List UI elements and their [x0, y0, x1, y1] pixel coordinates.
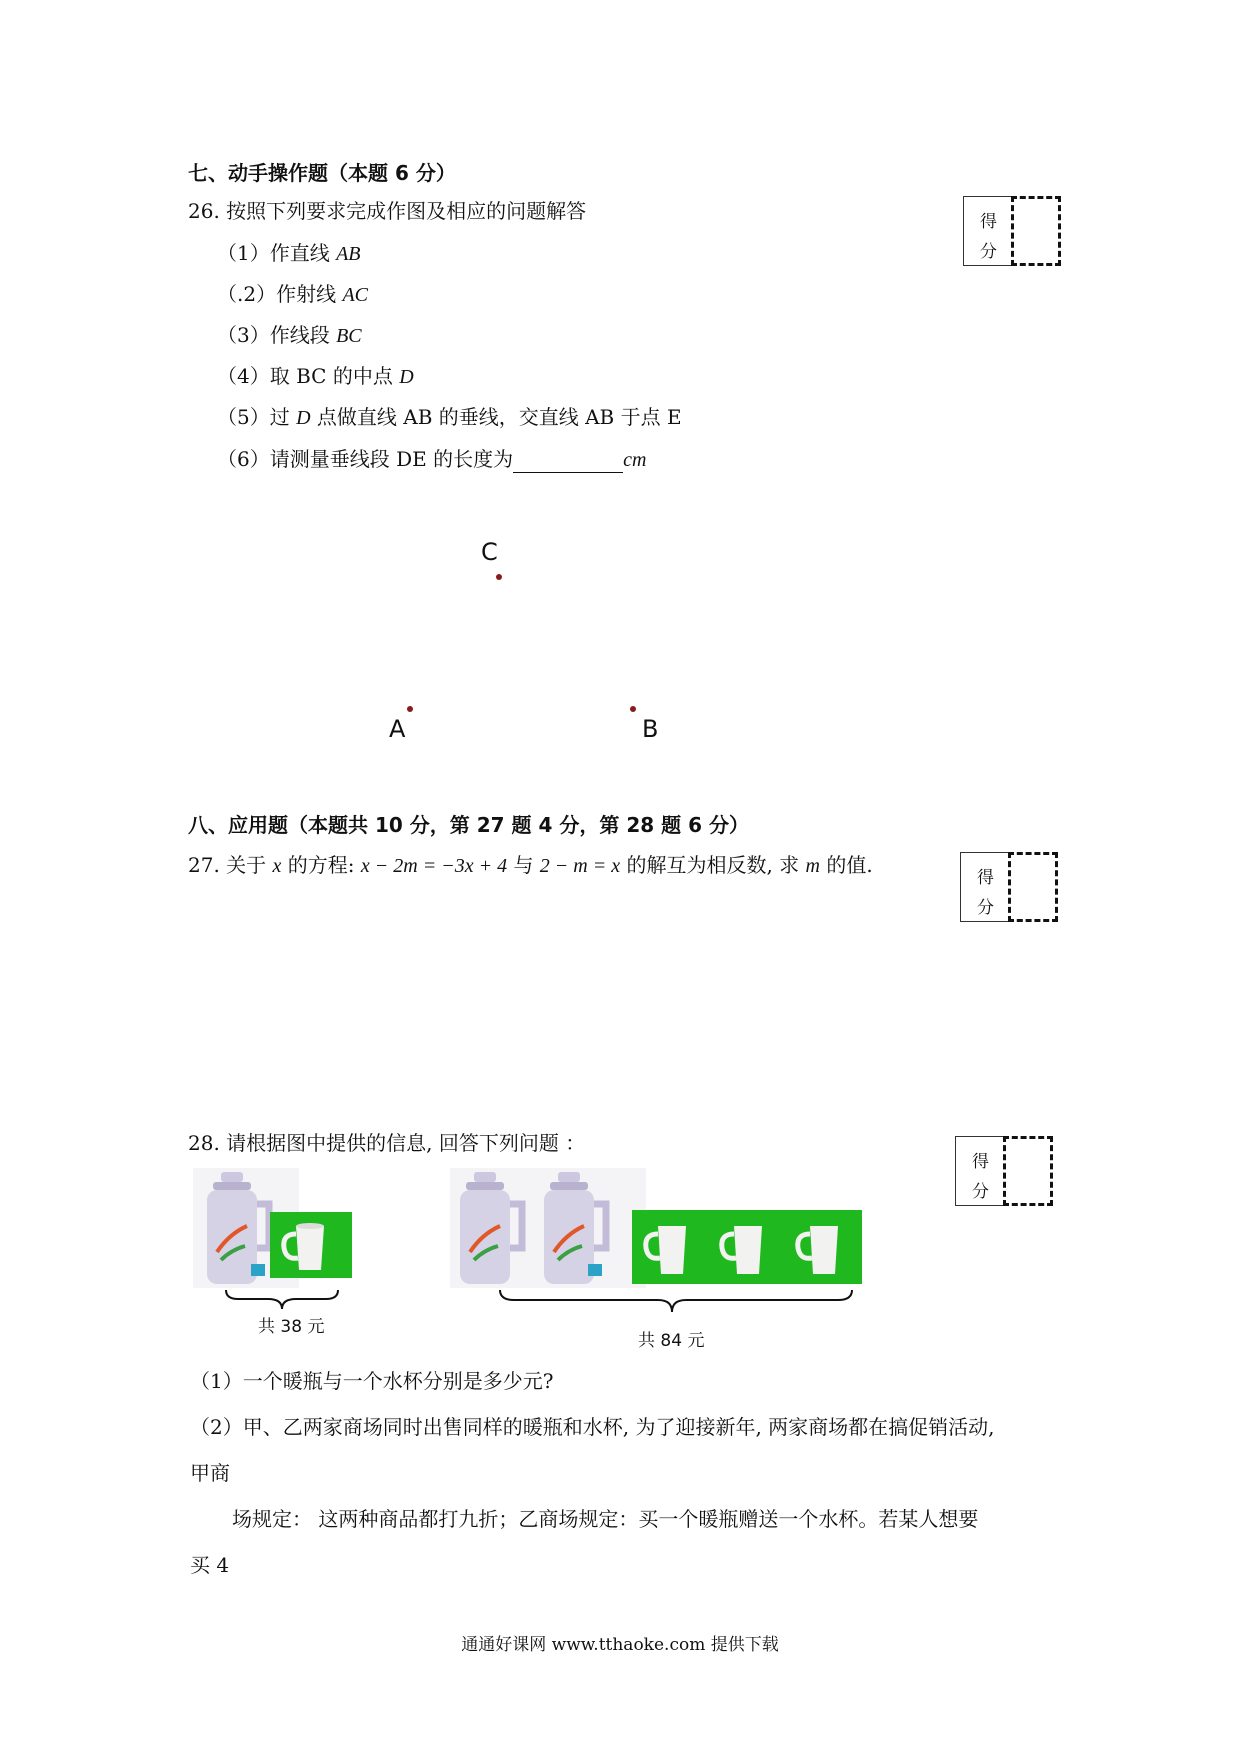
cup-icon — [270, 1212, 352, 1278]
score-field[interactable] — [1011, 196, 1061, 266]
point-b-label: B — [642, 715, 659, 743]
two-flasks-icon — [450, 1168, 646, 1288]
q28-sub2-line3: 场规定： 这两种商品都打九折；乙商场规定：买一个暖瓶赠送一个水杯。若某人想要 — [232, 1507, 979, 1531]
three-cups-image — [632, 1210, 862, 1284]
score-box-q26 — [963, 196, 1061, 266]
score-box-q28 — [955, 1136, 1053, 1206]
q26-item-3: （3）作线段 BC — [217, 323, 362, 347]
point-c — [496, 574, 502, 580]
brace-1 — [222, 1288, 342, 1312]
q28-sub1: （1）一个暖瓶与一个水杯分别是多少元? — [190, 1369, 554, 1393]
page-footer: 通通好课网 www.tthaoke.com 提供下载 — [461, 1635, 779, 1655]
q26-item-1: （1）作直线 AB — [217, 241, 361, 265]
score-label: 得 分 — [963, 196, 1011, 266]
q28-stem: 28. 请根据图中提供的信息, 回答下列问题 ： — [188, 1131, 586, 1155]
answer-blank[interactable] — [513, 452, 623, 473]
score-field[interactable] — [1003, 1136, 1053, 1206]
q26-stem — [188, 198, 586, 224]
cup-image — [270, 1212, 352, 1278]
q26-stem-text: 按照下列要求完成作图及相应的问题解答 — [226, 199, 587, 223]
point-c-label: C — [481, 538, 498, 566]
equation-2: 2 − m = x — [539, 855, 621, 877]
q28-sub2-line2: 甲商 — [190, 1461, 230, 1485]
caption-84: 共 84 元 — [638, 1331, 705, 1351]
q27: 27. 关于 x 的方程: x − 2m = −3x + 4 与 2 − m = x 的解互为相反数, 求 m 的值. — [188, 853, 873, 877]
point-a-label: A — [389, 715, 406, 743]
unit-cm: cm — [623, 449, 647, 471]
caption-38: 共 38 元 — [258, 1317, 325, 1337]
score-field[interactable] — [1008, 852, 1058, 922]
q26-item-4: （4）取 BC 的中点 D — [217, 364, 414, 388]
section7-title: 七、动手操作题（本题 6 分） — [188, 161, 456, 185]
q26-number: 26. — [188, 199, 220, 223]
q26-item-2: （.2）作射线 AC — [217, 282, 369, 306]
three-cups-icon — [632, 1210, 862, 1284]
score-label: 得 分 — [955, 1136, 1003, 1206]
q26-item-5: （5）过 D 点做直线 AB 的垂线，交直线 AB 于点 E — [217, 405, 682, 429]
point-b — [630, 706, 636, 712]
q28-sub2-line1: （2）甲、乙两家商场同时出售同样的暖瓶和水杯, 为了迎接新年, 两家商场都在搞促销活动, — [190, 1415, 995, 1439]
q28-sub2-line4: 买 4 — [190, 1553, 230, 1577]
brace-2 — [496, 1288, 856, 1314]
section8-title: 八、应用题（本题共 10 分，第 27 题 4 分，第 28 题 6 分） — [188, 813, 749, 837]
point-a — [407, 706, 413, 712]
score-box-q27 — [960, 852, 1058, 922]
q26-item-6: （6）请测量垂线段 DE 的长度为 cm — [217, 447, 647, 471]
equation-1: x − 2m = −3x + 4 — [360, 855, 508, 877]
flask-pair-image — [450, 1168, 646, 1288]
score-label: 得 分 — [960, 852, 1008, 922]
